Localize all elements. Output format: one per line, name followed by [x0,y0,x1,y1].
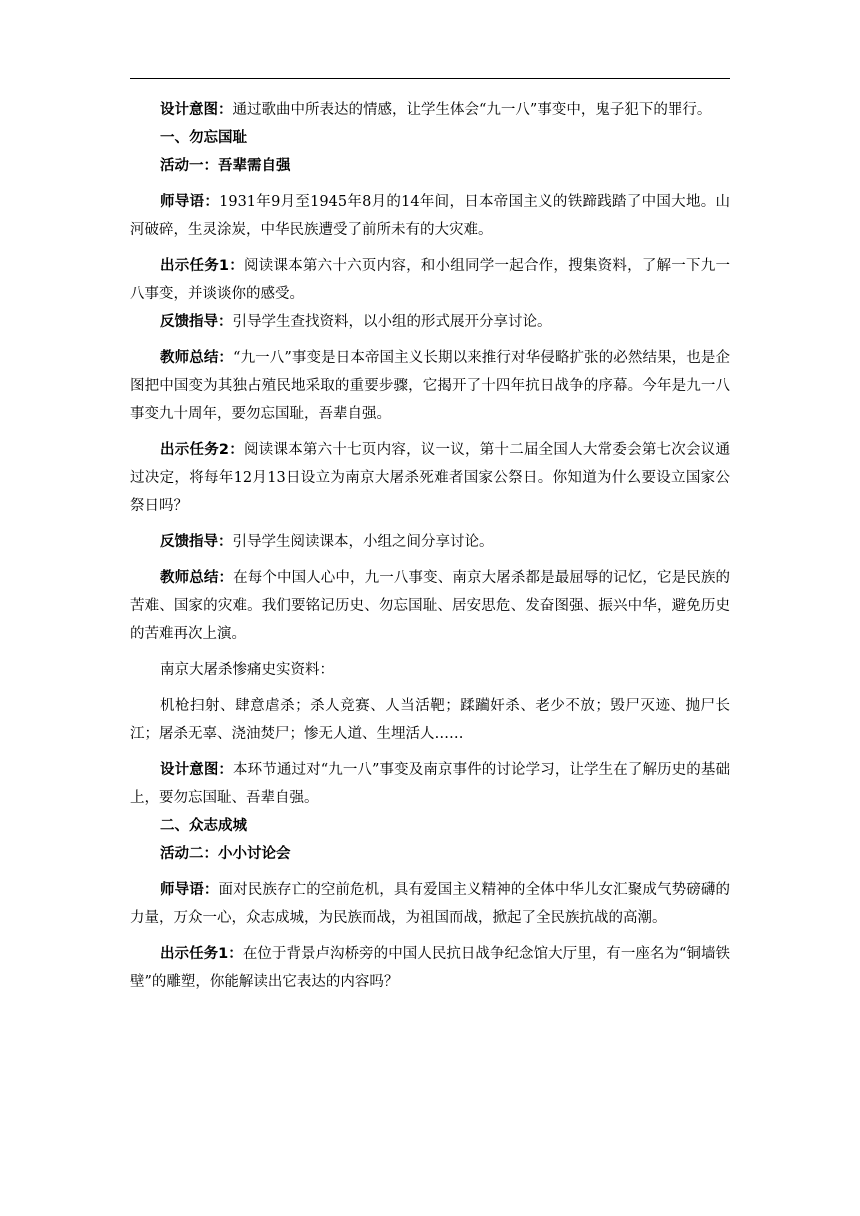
label: 出示任务1： [160,258,244,274]
text: “九一八”事变是日本帝国主义长期以来推行对华侵略扩张的必然结果，也是企图把中国变为其独占殖民地采取的重要步骤，它揭开了十四年抗日战争的序幕。今年是九一八事变九十周年，要勿忘国耻，吾辈自强。 [130,350,731,422]
text: 本环节通过对“九一八”事变及南京事件的讨论学习，让学生在了解历史的基础上，要勿忘国耻、吾辈自强。 [130,762,731,806]
label: 教师总结： [160,570,234,586]
task-2 [130,436,730,520]
text: 引导学生阅读课本，小组之间分享讨论。 [232,534,494,550]
text: 引导学生查找资料，以小组的形式展开分享讨论。 [232,314,552,330]
feedback-1 [130,308,730,336]
feedback-2 [130,528,730,556]
nanjing-material-title: 南京大屠杀惨痛史实资料： [160,662,334,678]
task-3 [130,940,730,996]
document-body [130,96,730,996]
teacher-intro-2 [130,876,730,932]
label: 反馈指导： [160,534,233,550]
header-rule [130,78,730,79]
design-intent-1 [130,96,730,124]
section-heading-1: 一、勿忘国耻 [160,130,247,146]
design-intent-2 [130,756,730,812]
text: 面对民族存亡的空前危机，具有爱国主义精神的全体中华儿女汇聚成气势磅礴的力量，万众一心，众志成城，为民族而战，为祖国而战，掀起了全民族抗战的高潮。 [130,882,731,926]
teacher-summary-2 [130,564,730,648]
label: 设计意图： [160,102,233,118]
text: 阅读课本第六十七页内容，议一议，第十二届全国人大常委会第七次会议通过决定，将每年12月13日设立为南京大屠杀死难者国家公祭日。你知道为什么要设立国家公祭日吗？ [130,442,730,514]
text: 通过歌曲中所表达的情感，让学生体会“九一八”事变中，鬼子犯下的罪行。 [232,102,712,118]
label: 师导语： [160,882,219,898]
activity-heading-2: 活动二：小小讨论会 [160,846,291,862]
text: 阅读课本第六十六页内容，和小组同学一起合作，搜集资料，了解一下九一八事变，并谈谈你的感受。 [130,258,730,302]
teacher-summary-1 [130,344,730,428]
label: 教师总结： [160,350,234,366]
label: 出示任务2： [160,442,244,458]
nanjing-material-text: 机枪扫射、肆意虐杀；杀人竞赛、人当活靶；蹂躏奸杀、老少不放；毁尸灭迹、抛尸长江；屠杀无辜、浇油焚尸；惨无人道、生埋活人…… [130,698,730,742]
label: 出示任务1： [160,946,243,962]
task-1 [130,252,730,308]
activity-heading-1: 活动一：吾辈需自强 [160,158,291,174]
label: 反馈指导： [160,314,233,330]
label: 设计意图： [160,762,234,778]
section-heading-2: 二、众志成城 [160,818,247,834]
text: 在位于背景卢沟桥旁的中国人民抗日战争纪念馆大厅里，有一座名为“铜墙铁壁”的雕塑，你能解读出它表达的内容吗？ [130,946,730,990]
teacher-intro-1 [130,188,730,244]
text: 1931年9月至1945年8月的14年间，日本帝国主义的铁蹄践踏了中国大地。山河破碎，生灵涂炭，中华民族遭受了前所未有的大灾难。 [130,194,731,238]
label: 师导语： [160,194,220,210]
text: 在每个中国人心中，九一八事变、南京大屠杀都是最屈辱的记忆，它是民族的苦难、国家的灾难。我们要铭记历史、勿忘国耻、居安思危、发奋图强、振兴中华，避免历史的苦难再次上演。 [130,570,730,642]
